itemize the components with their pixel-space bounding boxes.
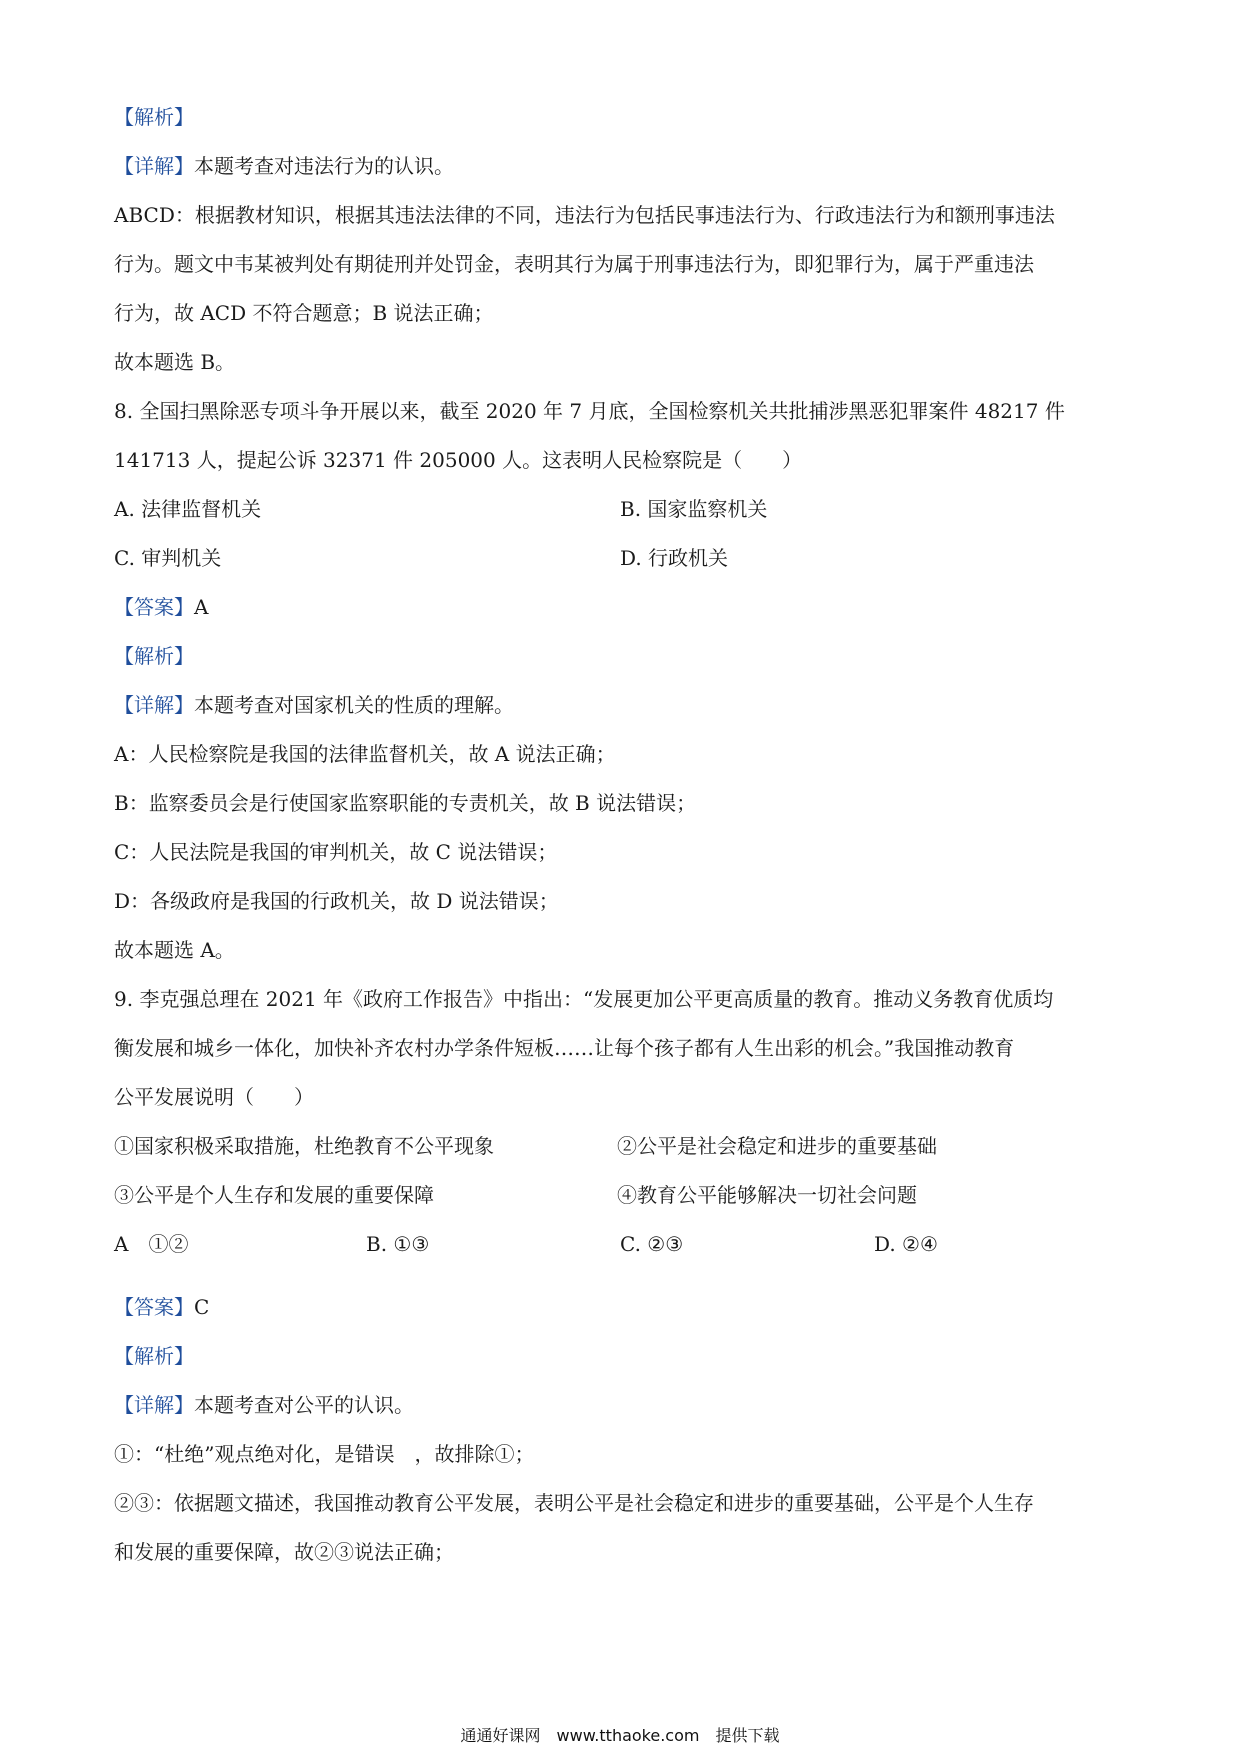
q8-detail: [114, 690, 1134, 720]
q9-statement-3: ③公平是个人生存和发展的重要保障: [114, 1183, 434, 1207]
detail-text: 本题考查对公平的认识。: [194, 1393, 414, 1417]
answer-tag: 【答案】: [114, 595, 194, 619]
footer-watermark: 通通好课网 www.tthaoke.com 提供下载: [460, 1726, 780, 1745]
q9-answer: [114, 1292, 1134, 1322]
question-8-stem: 8. 全国扫黑除恶专项斗争开展以来，截至 2020 年 7 月底，全国检察机关共批捕涉黑恶犯罪案件 48217 件: [114, 399, 1065, 423]
q9-choice-c: C. ②③: [620, 1232, 684, 1256]
q8-explain-a: A：人民检察院是我国的法律监督机关，故 A 说法正确；: [114, 742, 616, 766]
answer-tag: 【答案】: [114, 1295, 194, 1319]
explanation-line: ABCD：根据教材知识，根据其违法法律的不同，违法行为包括民事违法行为、行政违法行为和额刑事违法: [114, 203, 1055, 227]
detail-tag: 【详解】: [114, 154, 194, 178]
q8-option-d: D. 行政机关: [620, 546, 729, 570]
q8-option-a: A. 法律监督机关: [114, 497, 262, 521]
detail-text: 本题考查对违法行为的认识。: [194, 154, 454, 178]
q9-explain-1: ①：“杜绝”观点绝对化，是错误 ，故排除①；: [114, 1442, 535, 1466]
detail-tag: 【详解】: [114, 693, 194, 717]
q9-choice-d: D. ②④: [874, 1232, 938, 1256]
q8-conclusion: 故本题选 A。: [114, 938, 235, 962]
explanation-line: 行为。题文中韦某被判处有期徒刑并处罚金，表明其行为属于刑事违法行为，即犯罪行为，属于严重违法: [114, 252, 1034, 276]
q9-explain-2: ②③：依据题文描述，我国推动教育公平发展，表明公平是社会稳定和进步的重要基础，公平是个人生存: [114, 1491, 1034, 1515]
q8-answer: [114, 592, 1134, 622]
q9-explain-2: 和发展的重要保障，故②③说法正确；: [114, 1540, 454, 1564]
detail-tag: 【详解】: [114, 1393, 194, 1417]
q8-option-b: B. 国家监察机关: [620, 497, 768, 521]
q8-option-c: C. 审判机关: [114, 546, 222, 570]
analysis-heading: [114, 102, 1134, 132]
answer-value: A: [194, 595, 209, 619]
q9-choice-a: A ①②: [114, 1232, 189, 1256]
q8-explain-b: B：监察委员会是行使国家监察职能的专责机关，故 B 说法错误；: [114, 791, 697, 815]
answer-value: C: [194, 1295, 210, 1319]
q9-detail: [114, 1390, 1134, 1420]
analysis-tag: 【解析】: [114, 105, 194, 129]
q8-analysis-heading: [114, 641, 1134, 671]
q8-explain-d: D：各级政府是我国的行政机关，故 D 说法错误；: [114, 889, 559, 913]
analysis-tag: 【解析】: [114, 644, 194, 668]
question-9-stem: 9. 李克强总理在 2021 年《政府工作报告》中指出：“发展更加公平更高质量的教育。推动义务教育优质均: [114, 987, 1054, 1011]
q9-statement-2: ②公平是社会稳定和进步的重要基础: [617, 1134, 937, 1158]
q9-statement-4: ④教育公平能够解决一切社会问题: [617, 1183, 917, 1207]
conclusion-line: 故本题选 B。: [114, 350, 236, 374]
detail-text: 本题考查对国家机关的性质的理解。: [194, 693, 514, 717]
question-9-stem: 衡发展和城乡一体化，加快补齐农村办学条件短板……让每个孩子都有人生出彩的机会。”我国推动教育: [114, 1036, 1015, 1060]
q9-choice-b: B. ①③: [366, 1232, 430, 1256]
explanation-line: 行为，故 ACD 不符合题意；B 说法正确；: [114, 301, 494, 325]
q9-statement-1: ①国家积极采取措施，杜绝教育不公平现象: [114, 1134, 494, 1158]
detail-line: [114, 151, 1134, 181]
q9-analysis-heading: [114, 1341, 1134, 1371]
question-9-stem: 公平发展说明（ ）: [114, 1085, 314, 1109]
analysis-tag: 【解析】: [114, 1344, 194, 1368]
question-8-stem: 141713 人，提起公诉 32371 件 205000 人。这表明人民检察院是（ ）: [114, 448, 803, 472]
q8-explain-c: C：人民法院是我国的审判机关，故 C 说法错误；: [114, 840, 558, 864]
